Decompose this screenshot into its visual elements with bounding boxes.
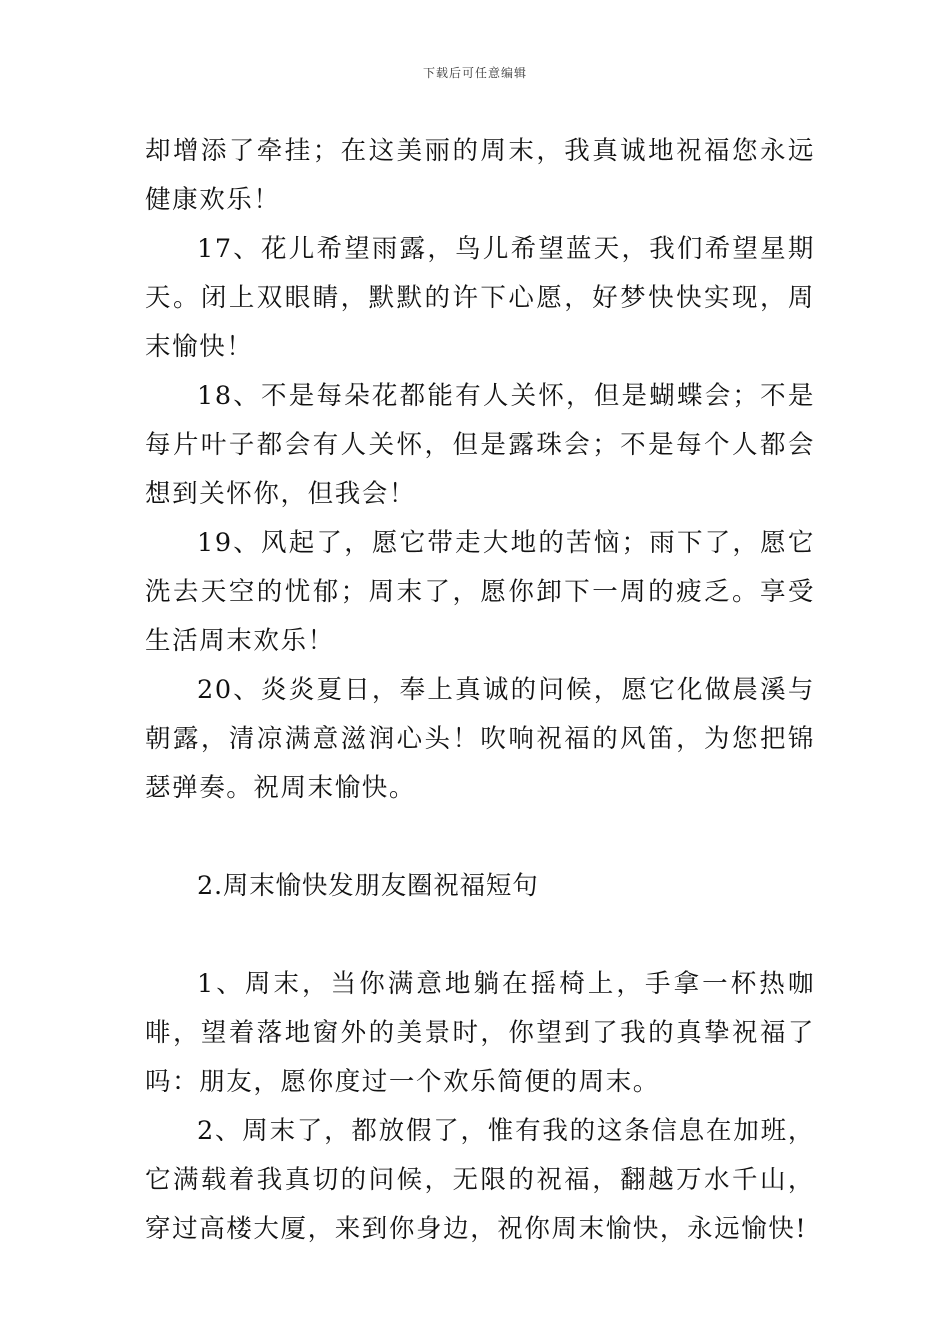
document-body [145, 127, 815, 1254]
paragraph-19: 19、风起了，愿它带走大地的苦恼；雨下了，愿它洗去天空的忧郁；周末了，愿你卸下一周的疲乏。享受生活周末欢乐！ [145, 528, 815, 656]
section-paragraph-1: 1、周末，当你满意地躺在摇椅上，手拿一杯热咖啡，望着落地窗外的美景时，你望到了我的真挚祝福了吗：朋友，愿你度过一个欢乐简便的周末。 [145, 969, 815, 1097]
paragraph-18: 18、不是每朵花都能有人关怀，但是蝴蝶会；不是每片叶子都会有人关怀，但是露珠会；不是每个人都会想到关怀你，但我会！ [145, 381, 815, 509]
paragraph-20: 20、炎炎夏日，奉上真诚的问候，愿它化做晨溪与朝露，清凉满意滋润心头！吹响祝福的风笛，为您把锦瑟弹奏。祝周末愉快。 [145, 675, 815, 803]
section-paragraph-2: 2、周末了，都放假了，惟有我的这条信息在加班，它满载着我真切的问候，无限的祝福，翻越万水千山，穿过高楼大厦，来到你身边，祝你周末愉快，永远愉快! [145, 1116, 815, 1244]
paragraph-continued: 却增添了牵挂；在这美丽的周末，我真诚地祝福您永远健康欢乐！ [145, 136, 815, 215]
section-heading: 2.周末愉快发朋友圈祝福短句 [197, 871, 539, 901]
paragraph-17: 17、花儿希望雨露，鸟儿希望蓝天，我们希望星期天。闭上双眼睛，默默的许下心愿，好梦快快实现，周末愉快！ [145, 234, 815, 362]
page-header: 下载后可任意编辑 [422, 66, 527, 80]
